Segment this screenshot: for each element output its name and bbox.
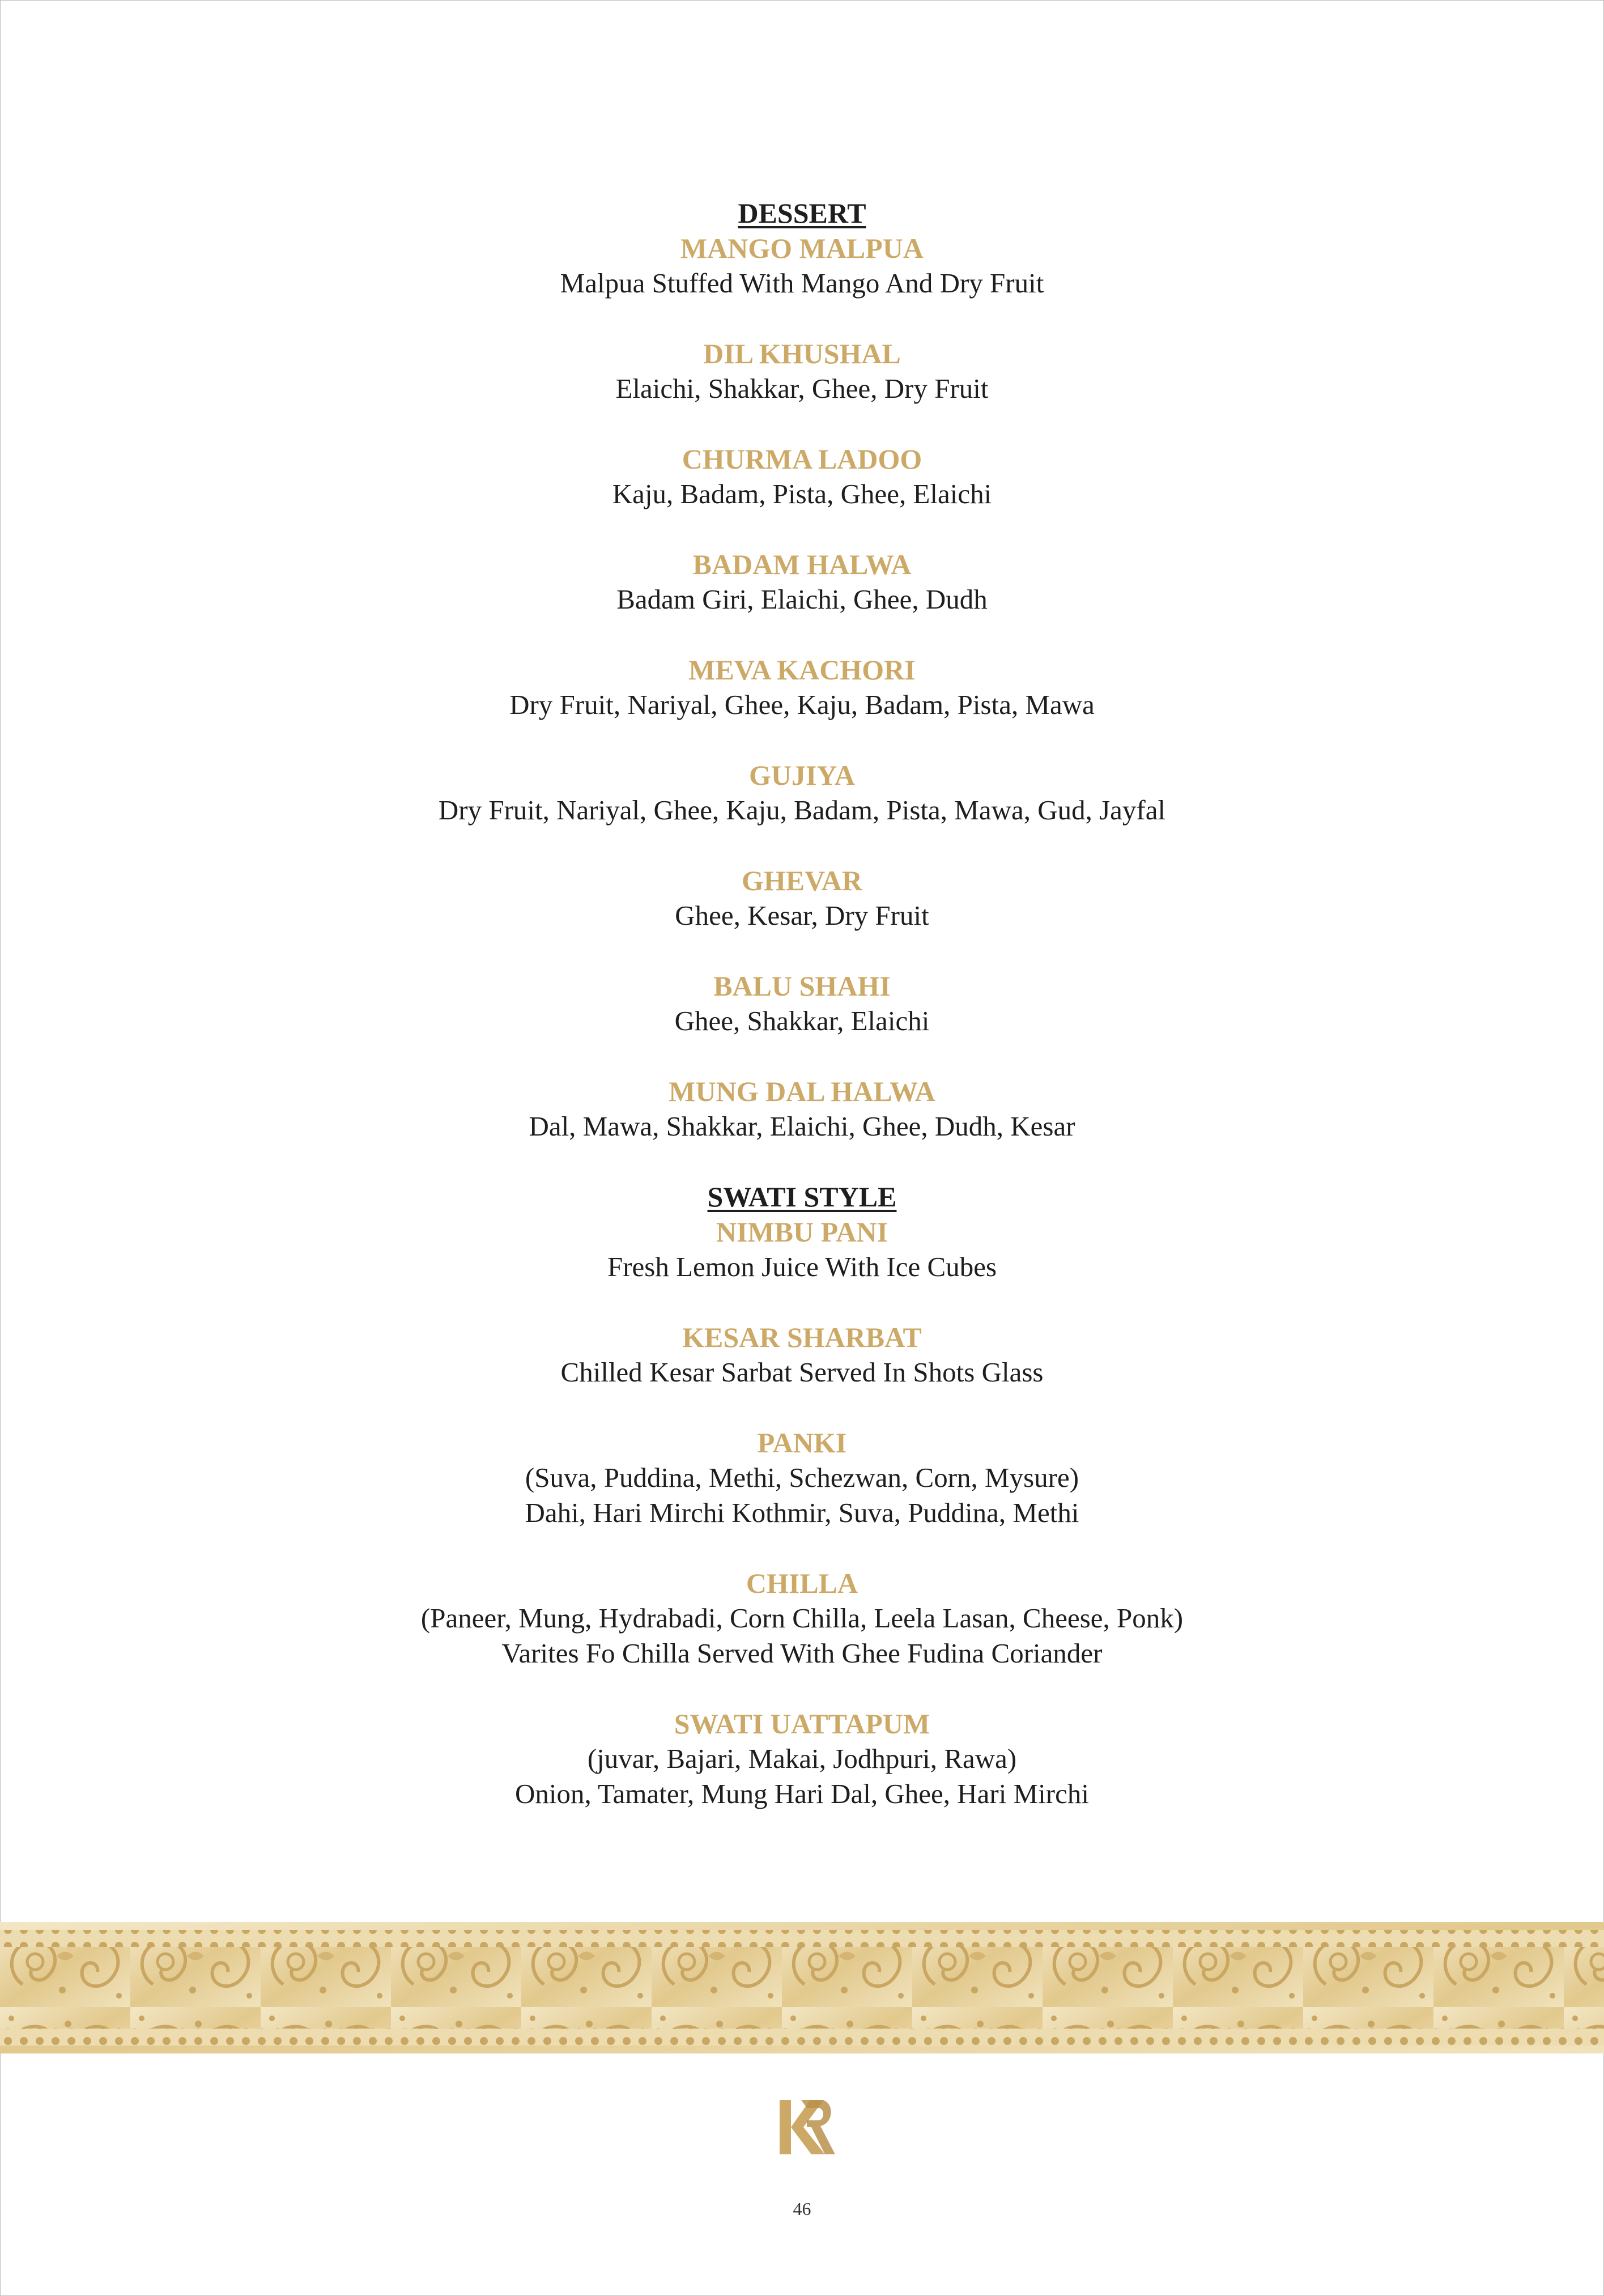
menu-item-name: DIL KHUSHAL <box>703 338 901 369</box>
menu-item <box>0 547 1604 617</box>
menu-item-name: NIMBU PANI <box>716 1216 888 1248</box>
decorative-border-band <box>0 1922 1604 2053</box>
menu-item-name: PANKI <box>757 1427 847 1459</box>
section-heading: DESSERT <box>738 197 866 229</box>
menu-item <box>0 968 1604 1039</box>
menu-item-description: Dal, Mawa, Shakkar, Elaichi, Ghee, Dudh, Kesar <box>529 1111 1075 1142</box>
menu-item-name: KESAR SHARBAT <box>682 1321 922 1353</box>
menu-item-name: MANGO MALPUA <box>680 232 924 264</box>
menu-item-name: BADAM HALWA <box>692 549 912 580</box>
menu-item <box>0 1074 1604 1144</box>
menu-item-description: Dry Fruit, Nariyal, Ghee, Kaju, Badam, Pista, Mawa, Gud, Jayfal <box>438 794 1166 826</box>
menu-item <box>0 1566 1604 1671</box>
menu-item-description: Onion, Tamater, Mung Hari Dal, Ghee, Hari Mirchi <box>515 1778 1089 1809</box>
menu-item-description: Elaichi, Shakkar, Ghee, Dry Fruit <box>615 373 989 404</box>
menu-item-description: Dry Fruit, Nariyal, Ghee, Kaju, Badam, Pista, Mawa <box>509 689 1095 720</box>
menu-item-description: Badam Giri, Elaichi, Ghee, Dudh <box>616 584 988 615</box>
menu-item-description: (juvar, Bajari, Makai, Jodhpuri, Rawa) <box>587 1743 1017 1774</box>
menu-item-name: GUJIYA <box>748 759 856 791</box>
menu-item-description: (Suva, Puddina, Methi, Schezwan, Corn, Mysure) <box>525 1462 1079 1493</box>
section-heading: SWATI STYLE <box>707 1181 897 1213</box>
menu-item-name: MEVA KACHORI <box>688 654 916 686</box>
page-number: 46 <box>793 2199 811 2219</box>
menu-section <box>0 1179 1604 1812</box>
menu-item <box>0 336 1604 406</box>
menu-item-description: (Paneer, Mung, Hydrabadi, Corn Chilla, Leela Lasan, Cheese, Ponk) <box>420 1602 1184 1634</box>
menu-item-name: CHURMA LADOO <box>682 443 922 475</box>
menu-item-name: SWATI UATTAPUM <box>674 1708 930 1740</box>
menu-item-name: CHILLA <box>746 1567 858 1599</box>
menu-item-description: Ghee, Kesar, Dry Fruit <box>675 900 929 931</box>
menu-item <box>0 863 1604 933</box>
menu-content <box>0 195 1604 1847</box>
menu-item-name: GHEVAR <box>741 865 862 896</box>
kr-monogram-icon <box>776 2098 837 2157</box>
menu-item <box>0 652 1604 722</box>
menu-item <box>0 1706 1604 1812</box>
menu-item-description: Varites Fo Chilla Served With Ghee Fudina Coriander <box>501 1638 1103 1669</box>
menu-item-description: Chilled Kesar Sarbat Served In Shots Glass <box>560 1357 1044 1388</box>
menu-item <box>0 441 1604 512</box>
menu-item-description: Kaju, Badam, Pista, Ghee, Elaichi <box>612 478 992 509</box>
menu-item-description: Malpua Stuffed With Mango And Dry Fruit <box>560 267 1044 299</box>
menu-item <box>0 231 1604 301</box>
menu-item <box>0 1214 1604 1285</box>
menu-item-description: Ghee, Shakkar, Elaichi <box>674 1005 930 1036</box>
menu-item-description: Dahi, Hari Mirchi Kothmir, Suva, Puddina, Methi <box>525 1497 1079 1528</box>
menu-item-name: MUNG DAL HALWA <box>669 1075 935 1107</box>
menu-item <box>0 758 1604 828</box>
menu-section <box>0 195 1604 1144</box>
menu-item <box>0 1320 1604 1390</box>
menu-item-description: Fresh Lemon Juice With Ice Cubes <box>607 1251 997 1282</box>
menu-item <box>0 1425 1604 1530</box>
menu-item-name: BALU SHAHI <box>713 970 891 1002</box>
